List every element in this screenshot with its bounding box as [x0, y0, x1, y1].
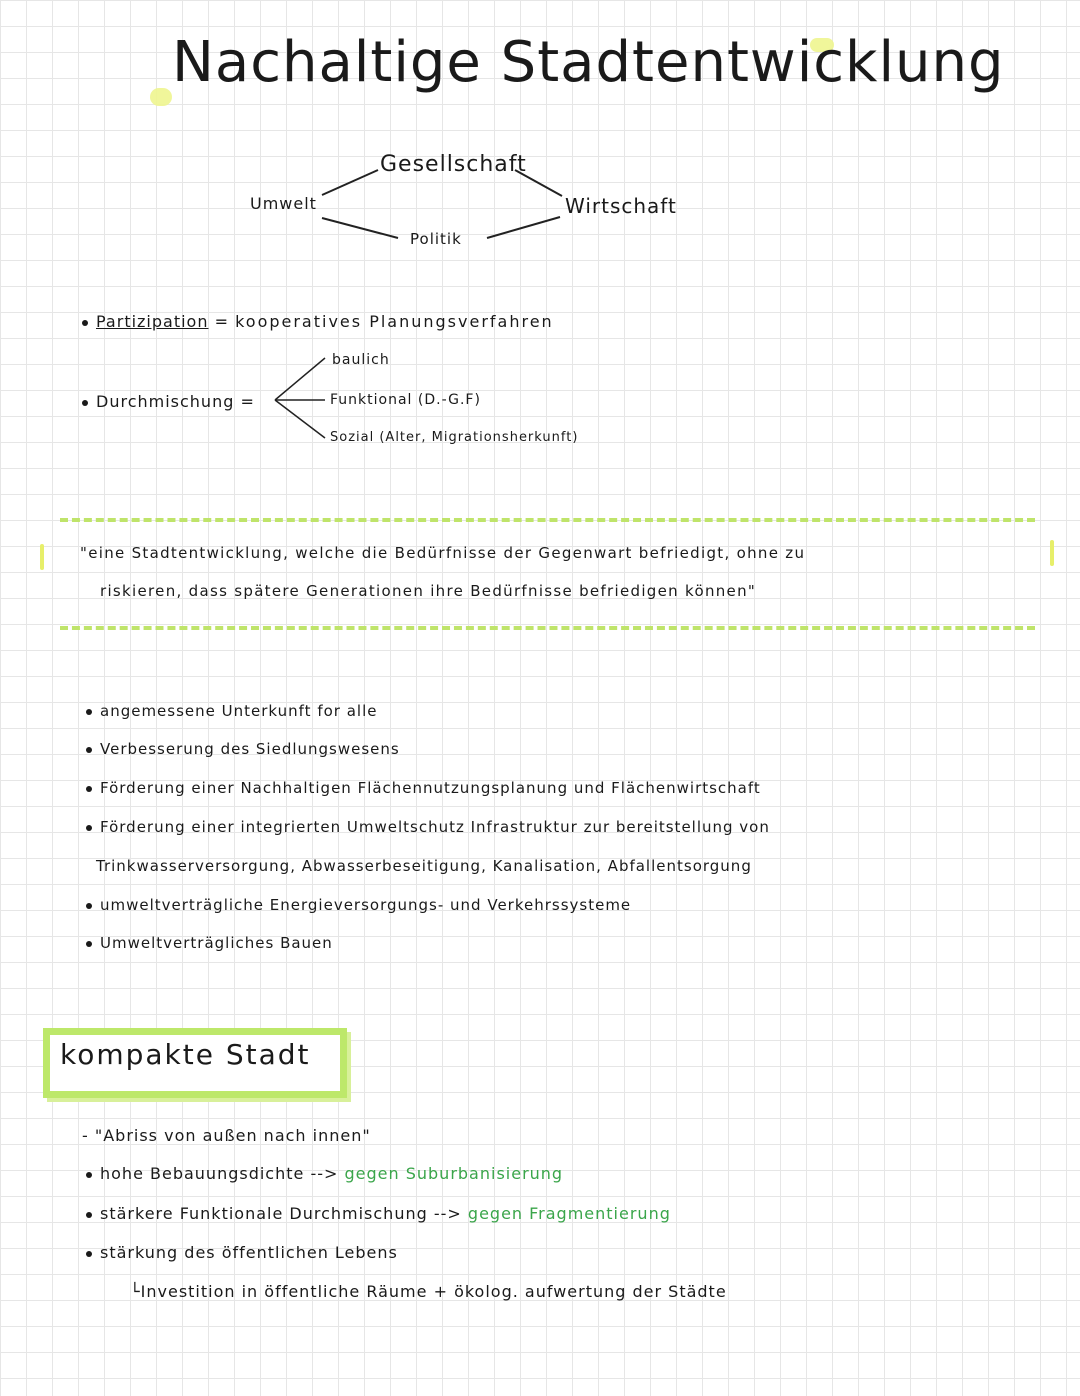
kompakte-subitem-investition [130, 1282, 727, 1301]
goal-item [86, 934, 333, 952]
goal-text: umweltverträgliche Energieversorgungs- und Verkehrssysteme [100, 896, 632, 914]
quote-box-right-mark [1050, 540, 1054, 566]
partizipation-sep: = [214, 312, 229, 331]
kompakte-stadt-heading: kompakte Stadt [60, 1038, 311, 1071]
partizipation-term: Partizipation [96, 312, 209, 331]
page-title: Nachaltige Stadtentwicklung [172, 30, 1005, 95]
goal-text: Förderung einer integrierten Umweltschutz Infrastruktur zur bereitstellung von [100, 818, 770, 836]
diagram-right-wirtschaft: Wirtschaft [565, 194, 677, 218]
bullet-dot [86, 941, 92, 947]
diagram-top-gesellschaft: Gesellschaft [380, 152, 527, 177]
durchmischung-term: Durchmischung [96, 392, 235, 411]
goal-item [86, 702, 377, 720]
kompakte-item-text: stärkung des öffentlichen Lebens [100, 1243, 398, 1262]
goal-text: angemessene Unterkunft for alle [100, 702, 378, 720]
durchmischung-branch-baulich: baulich [332, 352, 390, 368]
goal-item-continuation: Trinkwasserversorgung, Abwasserbeseitigung, Kanalisation, Abfallentsorgung [96, 857, 752, 875]
kompakte-item-dichte [86, 1164, 563, 1183]
durchmischung-branch-sozial: Sozial (Alter, Migrationsherkunft) [330, 430, 579, 445]
bullet-dot [86, 709, 92, 715]
goal-text: Förderung einer Nachhaltigen Flächennutzungsplanung und Flächenwirtschaft [100, 779, 761, 797]
diagram-bottom-politik: Politik [410, 230, 462, 248]
partizipation-line [82, 312, 554, 331]
corner-arrow-icon: └ [130, 1282, 141, 1301]
arrow-icon: --> [433, 1204, 462, 1223]
quote-box [60, 518, 1035, 630]
bullet-dot [86, 1251, 92, 1257]
quote-line-2: riskieren, dass spätere Generationen ihre Bedürfnisse befriedigen können" [100, 582, 757, 600]
bullet-dot [86, 1212, 92, 1218]
quote-line-1: "eine Stadtentwicklung, welche die Bedürfnisse der Gegenwart befriedigt, ohne zu [80, 544, 806, 562]
partizipation-definition: kooperatives Planungsverfahren [235, 312, 554, 331]
quote-box-left-mark [40, 544, 44, 570]
kompakte-item-text: stärkere Funktionale Durchmischung [100, 1204, 428, 1223]
kompakte-item-durchmischung [86, 1204, 671, 1223]
goal-item [86, 740, 400, 758]
goal-text: Verbesserung des Siedlungswesens [100, 740, 400, 758]
bullet-dot [86, 747, 92, 753]
bullet-dot [86, 825, 92, 831]
kompakte-item-text: "Abriss von außen nach innen" [94, 1126, 371, 1145]
goal-item [86, 896, 631, 914]
goal-text: Umweltverträgliches Bauen [100, 934, 333, 952]
kompakte-item-oeffentlich [86, 1243, 398, 1262]
durchmischung-sep: = [240, 392, 255, 411]
goal-item [86, 818, 770, 836]
durchmischung-branch-funktional: Funktional (D.-G.F) [330, 392, 481, 408]
bullet-dot [86, 786, 92, 792]
arrow-icon: --> [310, 1164, 339, 1183]
bullet-dot [86, 1172, 92, 1178]
goal-item [86, 779, 761, 797]
bullet-dot [82, 320, 88, 326]
kompakte-item-note: gegen Fragmentierung [467, 1204, 671, 1223]
bullet-dot [86, 903, 92, 909]
kompakte-item-abriss: - "Abriss von außen nach innen" [82, 1126, 371, 1145]
kompakte-item-text: hohe Bebauungsdichte [100, 1164, 305, 1183]
kompakte-item-note: gegen Suburbanisierung [344, 1164, 564, 1183]
diagram-left-umwelt: Umwelt [250, 194, 317, 213]
kompakte-item-text: Investition in öffentliche Räume + ökolog. aufwertung der Städte [140, 1282, 727, 1301]
bullet-dot [82, 400, 88, 406]
durchmischung-line [82, 392, 255, 411]
